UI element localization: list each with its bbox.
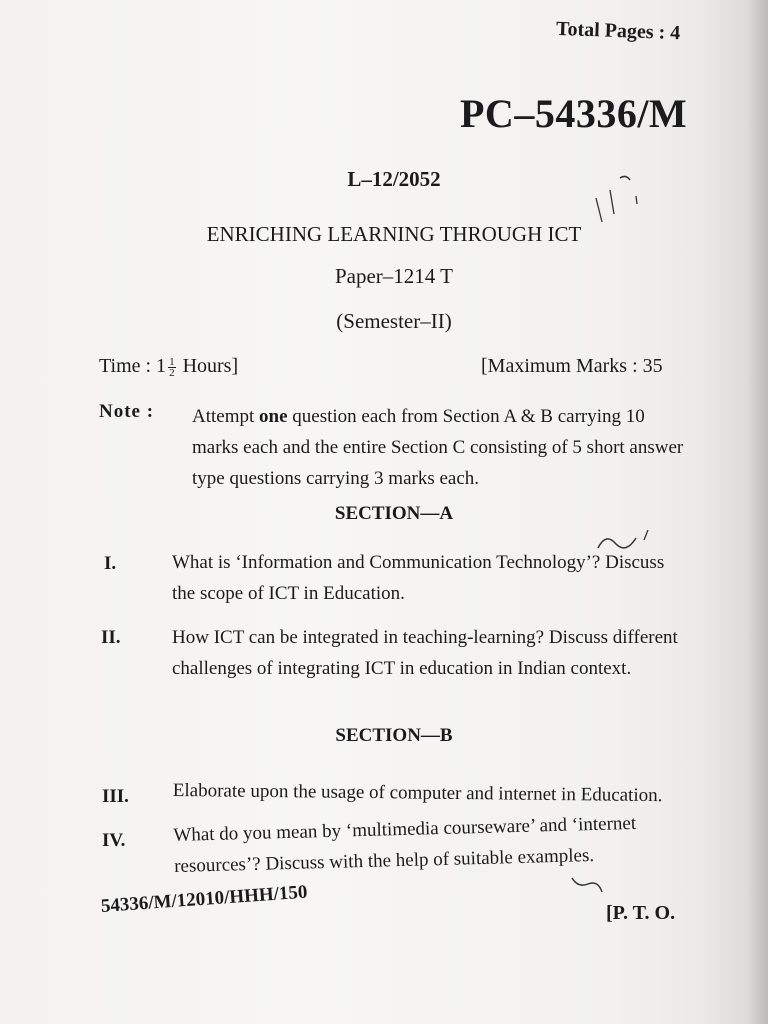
time-fraction-numerator: 1 [169,355,175,368]
time-prefix: Time : 1 [99,355,167,377]
section-a-title: SECTION—A [334,503,454,524]
section-b-title: SECTION—B [335,725,453,746]
time-fraction-denominator: 2 [169,366,175,379]
note-text-emphasis: one [259,406,288,427]
note-label: Note : [99,401,155,422]
course-title: ENRICHING LEARNING THROUGH ICT [206,222,582,246]
question-number: II. [101,627,121,648]
question-text: What do you mean by ‘multimedia courseware’ and ‘internet resources’? Discuss with the help of suitable examples. [173,812,637,877]
question-text: What is ‘Information and Communication Technology’? Discuss the scope of ICT in Education. [172,552,665,604]
please-turn-over: [P. T. O. [606,902,676,924]
time-fraction [168,357,176,378]
note-text-end: question each from Section A & B carrying 10 marks each and the entire Section C consisting of 5 short answer type questions carrying 3 marks each. [192,406,684,489]
pen-mark-arc [592,524,662,564]
question-text: How ICT can be integrated in teaching-learning? Discuss different challenges of integrating ICT in education in Indian context. [172,627,678,679]
pen-mark-scribble [590,170,650,230]
exam-time [99,355,238,378]
question-text: Elaborate upon the usage of computer and internet in Education. [172,779,663,807]
question-number: I. [104,553,117,574]
reference-code: L–12/2052 [347,167,441,191]
paper-number: Paper–1214 T [334,264,453,288]
question-number: IV. [102,830,126,851]
total-pages: Total Pages : 4 [555,17,681,45]
paper-code: PC–54336/M [460,91,688,136]
semester: (Semester–II) [336,309,452,333]
maximum-marks: [Maximum Marks : 35 [481,355,663,377]
time-suffix: Hours] [177,355,239,377]
note-text [192,401,692,494]
question-number: III. [102,786,129,807]
note-text-start: Attempt [192,406,260,427]
pen-mark-squiggle [568,872,638,912]
footer-paper-code: 54336/M/12010/HHH/150 [100,881,309,917]
